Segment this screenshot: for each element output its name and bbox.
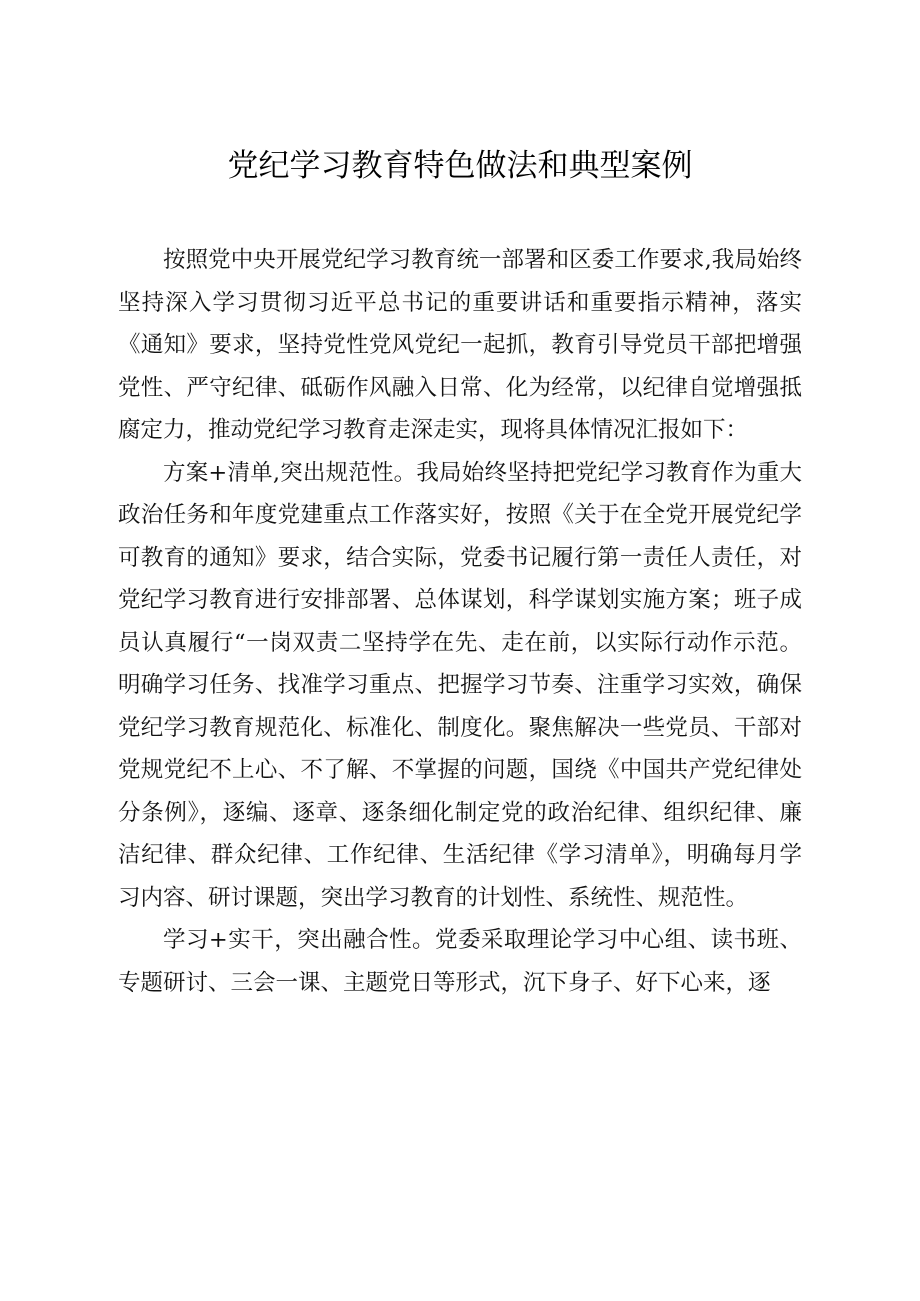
paragraph-study-practice: 学习+实干，突出融合性。党委采取理论学习中心组、读书班、专题研讨、三会一课、主题党日等形式，沉下身子、好下心来，逐 (118, 927, 802, 996)
paragraph-intro: 按照党中央开展党纪学习教育统一部署和区委工作要求,我局始终坚持深入学习贯彻习近平总书记的重要讲话和重要指示精神，落实《通知》要求，坚持党性党风党纪一起抓，教育引导党员干部把增强党性、严守纪律、砥砺作风融入日常、化为经常，以纪律自觉增强抵腐定力，推动党纪学习教育走深走实，现将具体情况汇报如下： (118, 247, 802, 443)
document-title: 党纪学习教育特色做法和典型案例 (227, 148, 693, 184)
document-body (118, 239, 802, 1004)
paragraph-plan-checklist: 方案+清单,突出规范性。我局始终坚持把党纪学习教育作为重大政治任务和年度党建重点工作落实好，按照《关于在全党开展党纪学可教育的通知》要求，结合实际，党委书记履行第一责任人责任，对党纪学习教育进行安排部署、总体谋划，科学谋划实施方案；班子成员认真履行“一岗双责二坚持学在先、走在前，以实际行动作示范。明确学习任务、找准学习重点、把握学习节奏、注重学习实效，确保党纪学习教育规范化、标准化、制度化。聚焦解决一些党员、干部对党规党纪不上心、不了解、不掌握的问题，国绕《中国共产党纪律处分条例》，逐编、逐章、逐条细化制定党的政治纪律、组织纪律、廉洁纪律、群众纪律、工作纪律、生活纪律《学习清单》，明确每月学习内容、研讨课题，突出学习教育的计划性、系统性、规范性。 (118, 459, 802, 911)
